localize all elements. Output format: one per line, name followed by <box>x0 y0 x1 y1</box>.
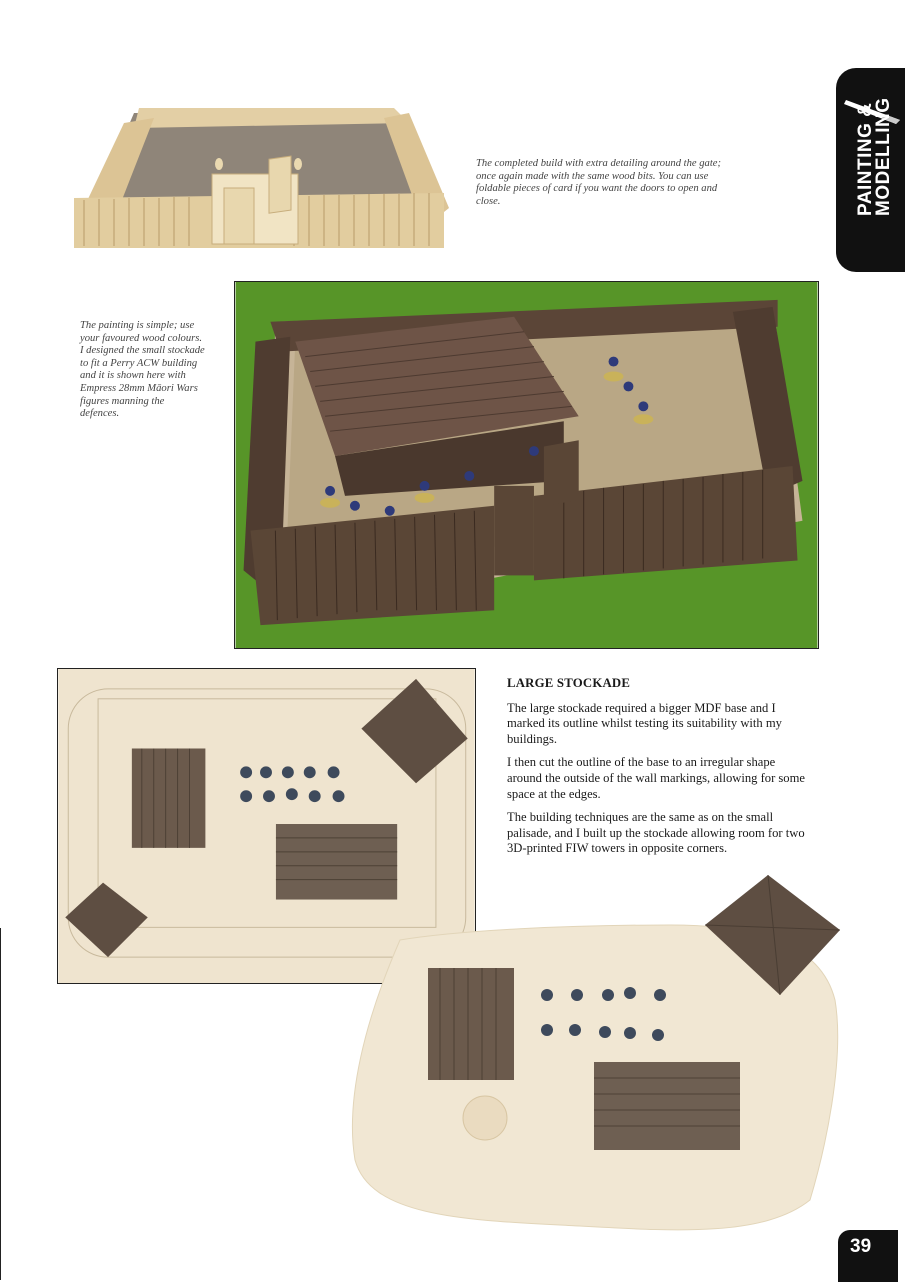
photo-irregular-base <box>340 870 845 1242</box>
section-tab-line2: MODELLING <box>873 97 894 216</box>
painted-stockade-illustration <box>235 282 818 648</box>
article-paragraph-1: The large stockade required a bigger MDF base and I marked its outline whilst testing its suitability with my buildings. <box>507 700 782 746</box>
article-paragraph-2: I then cut the outline of the base to an irregular shape around the outside of the wall markings, allowing for some space at the edges. <box>507 755 805 801</box>
section-tab-label <box>845 60 905 264</box>
section-tab-line1: PAINTING & <box>855 102 876 216</box>
article-heading: LARGE STOCKADE <box>507 676 631 690</box>
unpainted-stockade-illustration <box>64 68 454 258</box>
page-number: 39 <box>838 1230 898 1282</box>
left-margin-rule <box>0 928 1 1280</box>
article-large-stockade <box>507 676 807 865</box>
caption-top: The completed build with extra detailing around the gate; once again made with the same wood bits. You can use foldable pieces of card if you want the doors to open and close. <box>476 158 721 207</box>
article-paragraph-3: The building techniques are the same as on the small palisade, and I built up the stockade allowing room for two 3D-printed FIW towers in opposite corners. <box>507 810 805 856</box>
section-tab <box>836 68 905 272</box>
caption-middle: The painting is simple; use your favoured wood colours. I designed the small stockade to fit a Perry ACW building and it is shown here with Empress 28mm Māori Wars figures manning the defences. <box>80 320 205 420</box>
photo-painted-stockade <box>234 281 819 649</box>
irregular-base-illustration <box>340 870 845 1242</box>
photo-unpainted-stockade <box>64 68 454 258</box>
